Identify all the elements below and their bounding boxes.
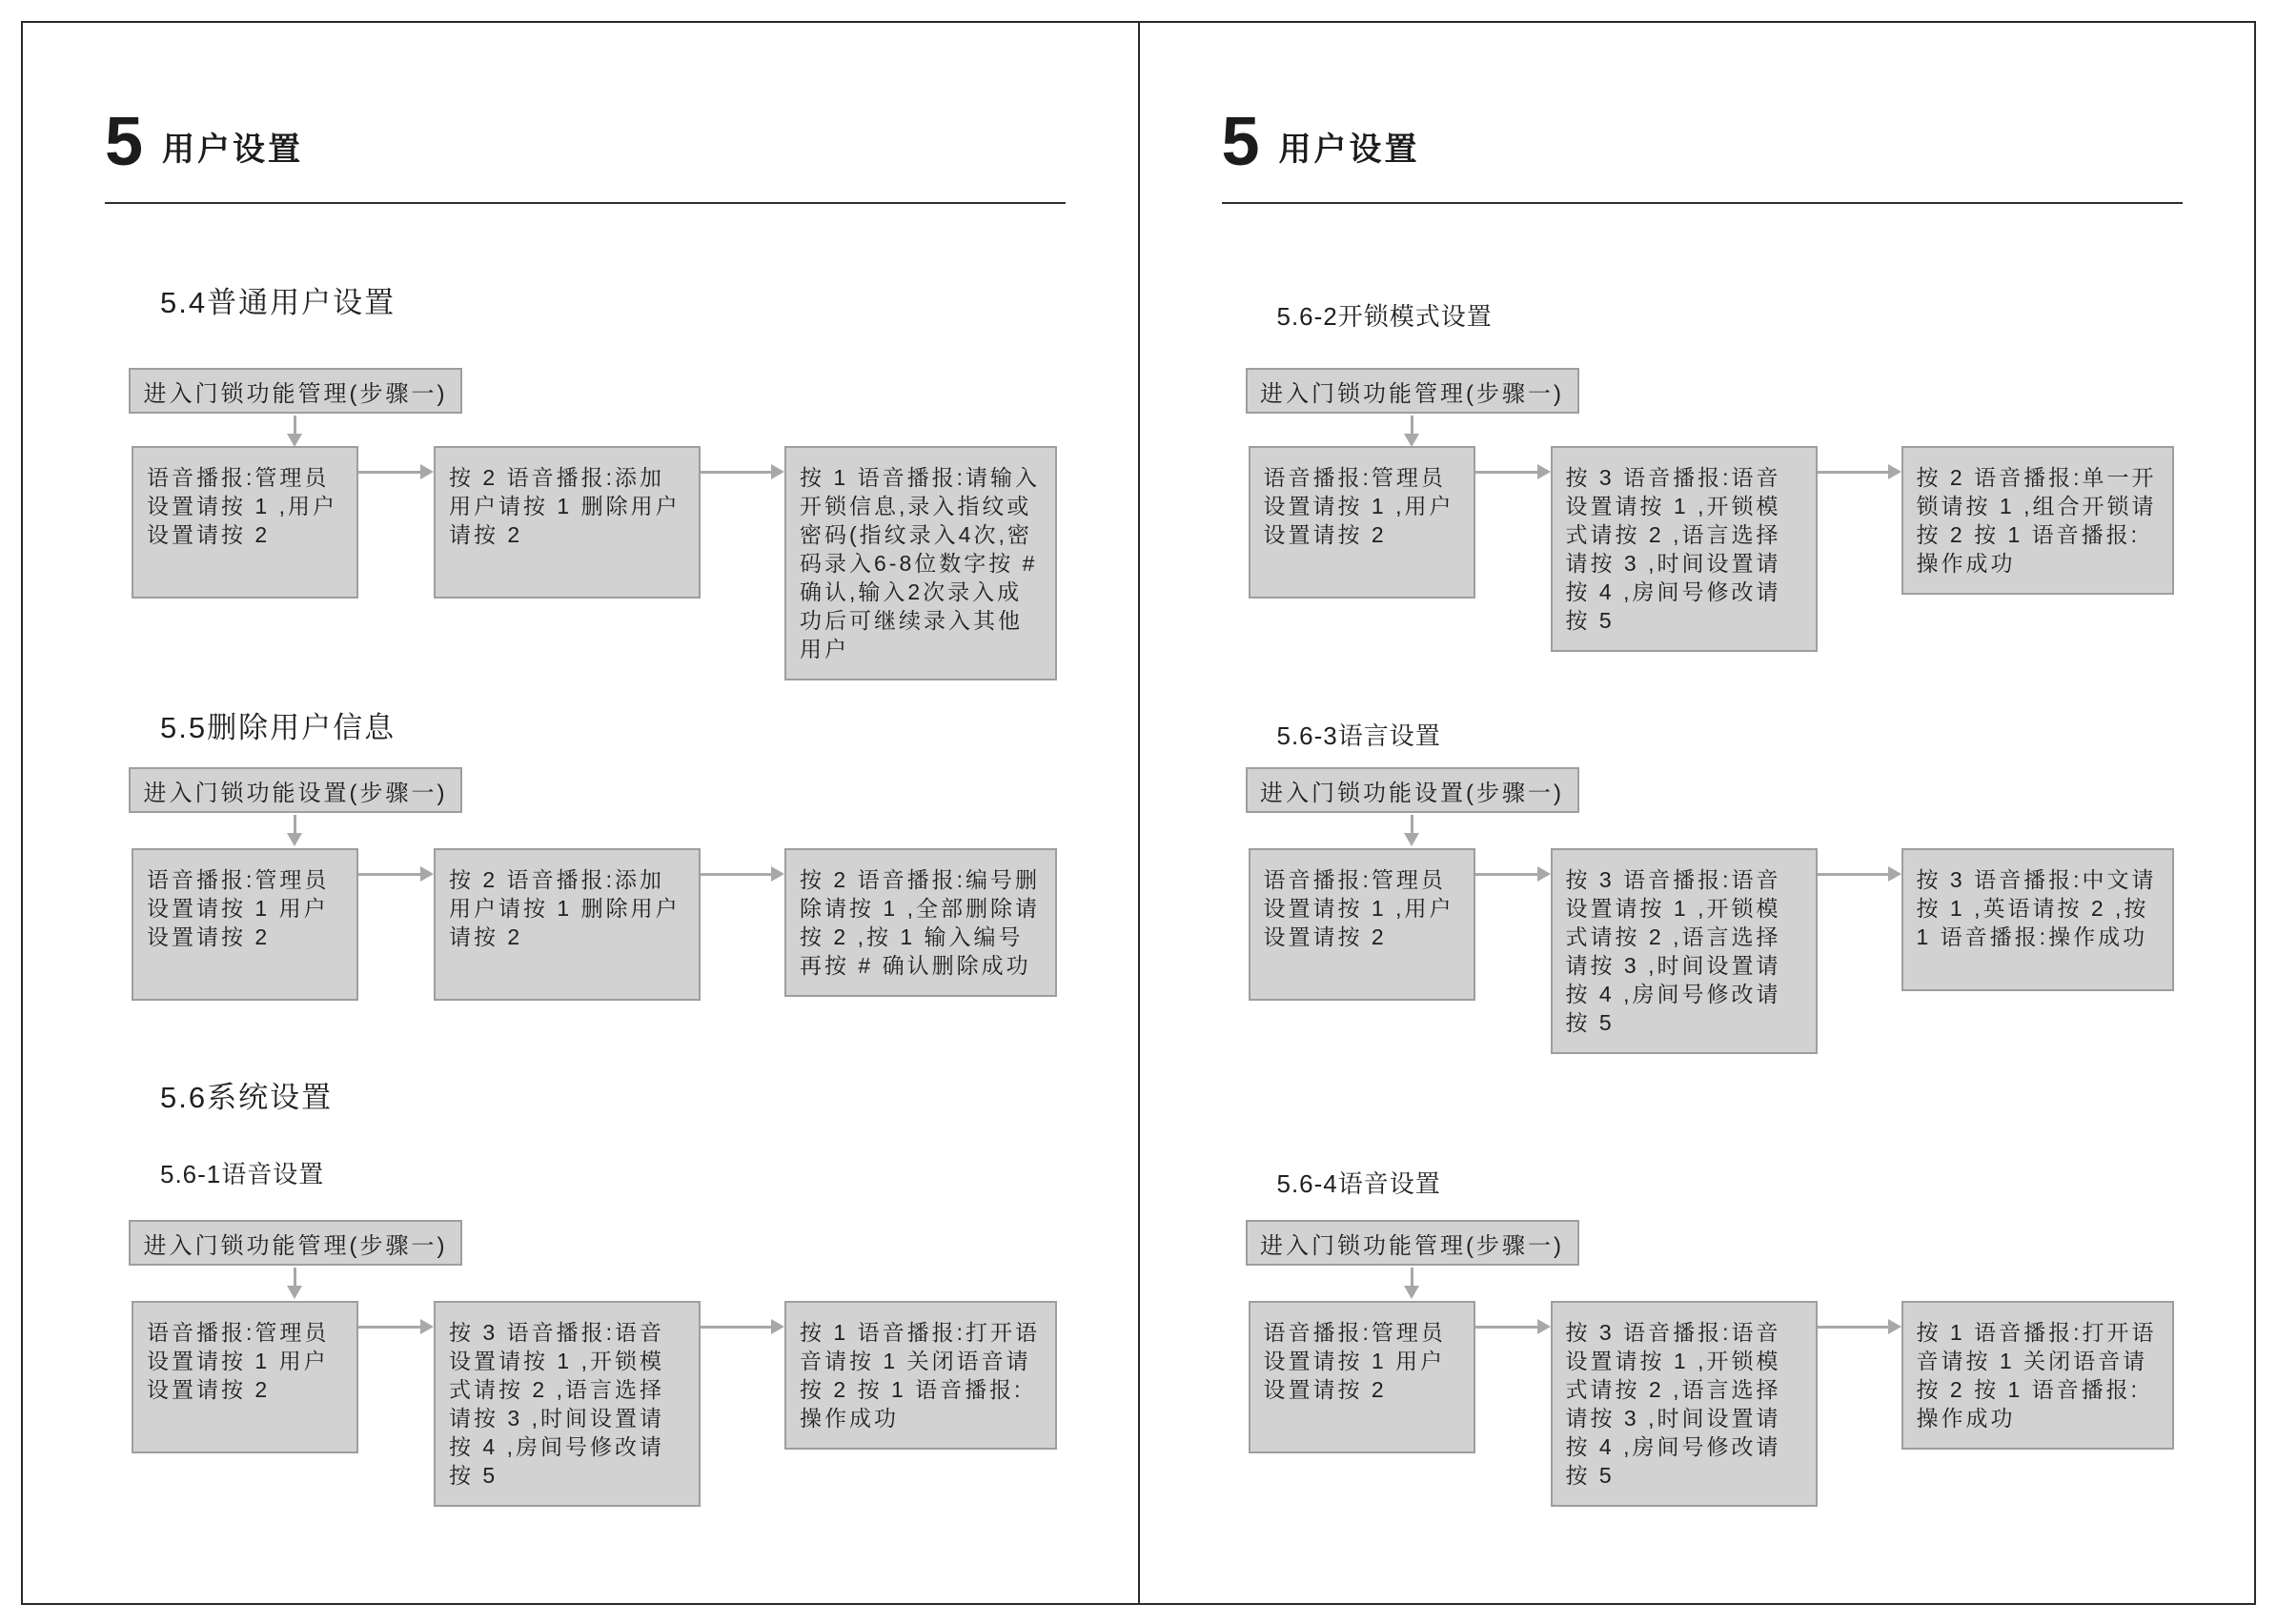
flow-box: 按 1 语音播报:打开语音请按 1 关闭语音请按 2 按 1 语音播报:操作成功 bbox=[1901, 1301, 2174, 1450]
subsection-heading-5-6-3: 5.6-3语言设置 bbox=[1276, 721, 1441, 750]
chapter-title: 用户设置 bbox=[162, 132, 304, 169]
flow-box: 按 2 语音播报:添加用户请按 1 删除用户请按 2 bbox=[434, 848, 701, 1001]
chapter-title: 用户设置 bbox=[1278, 132, 1420, 169]
header-rule bbox=[105, 202, 1066, 204]
arrow-right-icon bbox=[1475, 471, 1538, 474]
flow-box: 语音播报:管理员设置请按 1 ,用户设置请按 2 bbox=[1249, 848, 1475, 1001]
flow-box: 按 2 语音播报:编号删除请按 1 ,全部删除请按 2 ,按 1 输入编号再按 # 确认删除成功 bbox=[784, 848, 1057, 997]
subsection-heading-5-6-1: 5.6-1语音设置 bbox=[160, 1160, 325, 1188]
arrow-down-icon bbox=[1411, 1268, 1413, 1287]
arrow-right-icon bbox=[1818, 471, 1889, 474]
header-rule bbox=[1222, 202, 2183, 204]
section-heading-5-4: 5.4普通用户设置 bbox=[160, 286, 396, 319]
arrow-down-icon bbox=[1411, 416, 1413, 435]
arrow-right-icon bbox=[1475, 1326, 1538, 1329]
step-box: 进入门锁功能管理(步骤一) bbox=[129, 1220, 462, 1266]
step-box: 进入门锁功能管理(步骤一) bbox=[129, 368, 462, 414]
page-left bbox=[23, 23, 1138, 1603]
flow-box: 语音播报:管理员设置请按 1 ,用户设置请按 2 bbox=[132, 446, 358, 599]
flow-box: 按 3 语音播报:语音设置请按 1 ,开锁模式请按 2 ,语言选择请按 3 ,时间设置请按 4 ,房间号修改请按 5 bbox=[434, 1301, 701, 1507]
arrow-down-icon bbox=[294, 1268, 296, 1287]
step-box: 进入门锁功能管理(步骤一) bbox=[1246, 368, 1579, 414]
subsection-heading-5-6-2: 5.6-2开锁模式设置 bbox=[1276, 302, 1493, 331]
arrow-right-icon bbox=[701, 471, 772, 474]
flow-box: 按 2 语音播报:添加用户请按 1 删除用户请按 2 bbox=[434, 446, 701, 599]
flow-box: 按 1 语音播报:请输入开锁信息,录入指纹或密码(指纹录入4次,密码录入6-8位数字按 # 确认,输入2次录入成功后可继续录入其他用户 bbox=[784, 446, 1057, 680]
flow-box: 按 1 语音播报:打开语音请按 1 关闭语音请按 2 按 1 语音播报:操作成功 bbox=[784, 1301, 1057, 1450]
flow-box: 语音播报:管理员设置请按 1 用户设置请按 2 bbox=[132, 848, 358, 1001]
arrow-down-icon bbox=[1411, 815, 1413, 834]
arrow-right-icon bbox=[701, 873, 772, 876]
section-heading-5-6: 5.6系统设置 bbox=[160, 1081, 334, 1114]
step-box: 进入门锁功能设置(步骤一) bbox=[129, 767, 462, 813]
arrow-down-icon bbox=[294, 416, 296, 435]
step-box: 进入门锁功能设置(步骤一) bbox=[1246, 767, 1579, 813]
page-right bbox=[1138, 23, 2255, 1603]
step-box: 进入门锁功能管理(步骤一) bbox=[1246, 1220, 1579, 1266]
arrow-down-icon bbox=[294, 815, 296, 834]
section-heading-5-5: 5.5删除用户信息 bbox=[160, 711, 396, 744]
arrow-right-icon bbox=[701, 1326, 772, 1329]
arrow-right-icon bbox=[358, 1326, 421, 1329]
arrow-right-icon bbox=[1818, 1326, 1889, 1329]
flow-box: 语音播报:管理员设置请按 1 用户设置请按 2 bbox=[1249, 1301, 1475, 1453]
arrow-right-icon bbox=[1818, 873, 1889, 876]
flow-box: 语音播报:管理员设置请按 1 ,用户设置请按 2 bbox=[1249, 446, 1475, 599]
arrow-right-icon bbox=[358, 471, 421, 474]
chapter-number: 5 bbox=[105, 104, 144, 180]
subsection-heading-5-6-4: 5.6-4语音设置 bbox=[1276, 1169, 1441, 1198]
arrow-right-icon bbox=[1475, 873, 1538, 876]
page-header bbox=[105, 104, 304, 180]
flow-box: 按 3 语音播报:语音设置请按 1 ,开锁模式请按 2 ,语言选择请按 3 ,时间设置请按 4 ,房间号修改请按 5 bbox=[1551, 446, 1818, 652]
manual-spread bbox=[21, 21, 2256, 1605]
arrow-right-icon bbox=[358, 873, 421, 876]
flow-box: 按 2 语音播报:单一开锁请按 1 ,组合开锁请按 2 按 1 语音播报:操作成功 bbox=[1901, 446, 2174, 595]
flow-box: 语音播报:管理员设置请按 1 用户设置请按 2 bbox=[132, 1301, 358, 1453]
flow-box: 按 3 语音播报:语音设置请按 1 ,开锁模式请按 2 ,语言选择请按 3 ,时间设置请按 4 ,房间号修改请按 5 bbox=[1551, 1301, 1818, 1507]
page-header bbox=[1221, 104, 1420, 180]
flow-box: 按 3 语音播报:中文请按 1 ,英语请按 2 ,按 1 语音播报:操作成功 bbox=[1901, 848, 2174, 991]
flow-box: 按 3 语音播报:语音设置请按 1 ,开锁模式请按 2 ,语言选择请按 3 ,时间设置请按 4 ,房间号修改请按 5 bbox=[1551, 848, 1818, 1054]
chapter-number: 5 bbox=[1221, 104, 1260, 180]
